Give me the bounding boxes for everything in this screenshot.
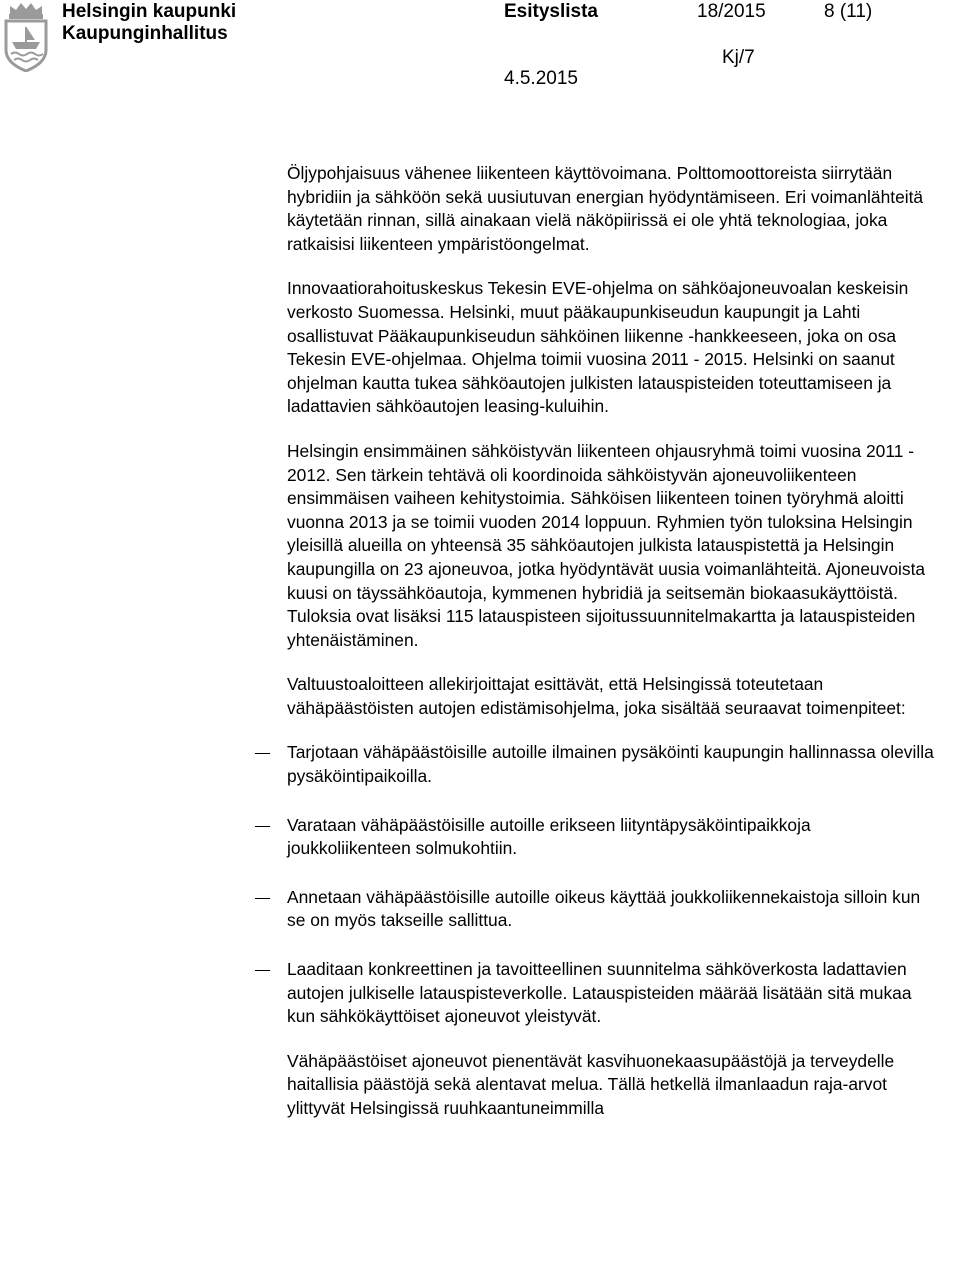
helsinki-crest-icon [2, 0, 50, 72]
paragraph: Öljypohjaisuus vähenee liikenteen käyttövoimana. Polttomoottoreista siirrytään hybridiin ja sähköön sekä uusiutuvan energian hyödyntämiseen. Eri voimanlähteitä käytetään rinnan, sillä ainakaan vielä näköpiirissä ei ole yhtä teknologiaa, joka ratkaisisi liikenteen ympäristöongelmat. [287, 163, 924, 254]
document-type: Esityslista [504, 1, 598, 22]
section-id: Kj/7 [722, 47, 755, 68]
page-number: 8 (11) [824, 1, 873, 22]
list-item-text: Varataan vähäpäästöisille autoille erikseen liityntäpysäköintipaikkoja joukkoliikenteen solmukohtiin. [287, 814, 811, 859]
paragraph: Vähäpäästöiset ajoneuvot pienentävät kasvihuonekaasupäästöjä ja terveydelle haitallisia päästöjä sekä alentavat melua. Tällä hetkellä ilmanlaadun raja-arvot ylittyvät Helsingissä ruuhkaantuneimmilla [287, 1050, 895, 1118]
meeting-date: 4.5.2015 [504, 68, 578, 89]
measures-list [223, 741, 937, 1028]
organization-name: Helsingin kaupunki [62, 1, 237, 22]
list-item [223, 886, 937, 933]
paragraph: Innovaatiorahoituskeskus Tekesin EVE-ohjelma on sähköajoneuvoalan keskeisin verkosto Suomessa. Helsinki, muut pääkaupunkiseudun kaupungit ja Lahti osallistuvat Pääkaupunkiseudun sähköinen liikenne -hankkeeseen, joka on osa Tekesin EVE-ohjelmaa. Ohjelma toimii vuosina 2011 - 2015. Helsinki on saanut ohjelman kautta tukea sähköautojen julkisten latauspisteiden toteuttamiseen ja ladattavien sähköautojen leasing-kuluihin. [287, 278, 909, 417]
dash-bullet-icon [255, 826, 270, 827]
paragraph: Valtuustoaloitteen allekirjoittajat esittävät, että Helsingissä toteutetaan vähäpäästöisten autojen edistämisohjelma, joka sisältää seuraavat toimenpiteet: [287, 674, 906, 718]
dash-bullet-icon [255, 898, 270, 899]
dash-bullet-icon [255, 970, 270, 971]
paragraph: Helsingin ensimmäinen sähköistyvän liikenteen ohjausryhmä toimi vuosina 2011 - 2012. Sen tärkein tehtävä oli koordinoida sähköistyvän ajoneuvoliikenteen ensimmäisen vaiheen kehitystoimia. Sähköisen liikenteen toinen työryhmä aloitti vuonna 2013 ja se toimii vuoden 2014 loppuun. Ryhmien työn tuloksina Helsingin yleisillä alueilla on yhteensä 35 sähköautojen julkista latauspistettä ja Helsingin kaupungilla on 23 ajoneuvoa, jotka hyödyntävät uusia voimanlähteitä. Ajoneuvoista kuusi on täyssähköautoja, kymmenen hybridiä ja seitsemän biokaasukäyttöistä. Tuloksia ovat lisäksi 115 latauspisteen sijoitussuunnitelmakartta ja latauspisteiden yhtenäistäminen. [287, 440, 926, 650]
organization-unit: Kaupunginhallitus [62, 23, 228, 44]
list-item [223, 958, 937, 1029]
document-body [287, 162, 937, 1121]
list-item-text: Tarjotaan vähäpäästöisille autoille ilmainen pysäköinti kaupungin hallinnassa olevilla pysäköintipaikoilla. [287, 742, 934, 787]
list-item-text: Laaditaan konkreettinen ja tavoitteellinen suunnitelma sähköverkosta ladattavien autojen julkiselle latauspisteverkolle. Latauspisteiden määrää lisätään sitä mukaa kun sähkökäyttöiset ajoneuvot yleistyvät. [287, 959, 912, 1027]
list-item-text: Annetaan vähäpäästöisille autoille oikeus käyttää joukkoliikennekaistoja silloin kun se on myös takseille sallittua. [287, 886, 921, 931]
meeting-number: 18/2015 [697, 1, 766, 22]
dash-bullet-icon [255, 753, 270, 754]
list-item [223, 814, 937, 861]
list-item [223, 741, 937, 788]
